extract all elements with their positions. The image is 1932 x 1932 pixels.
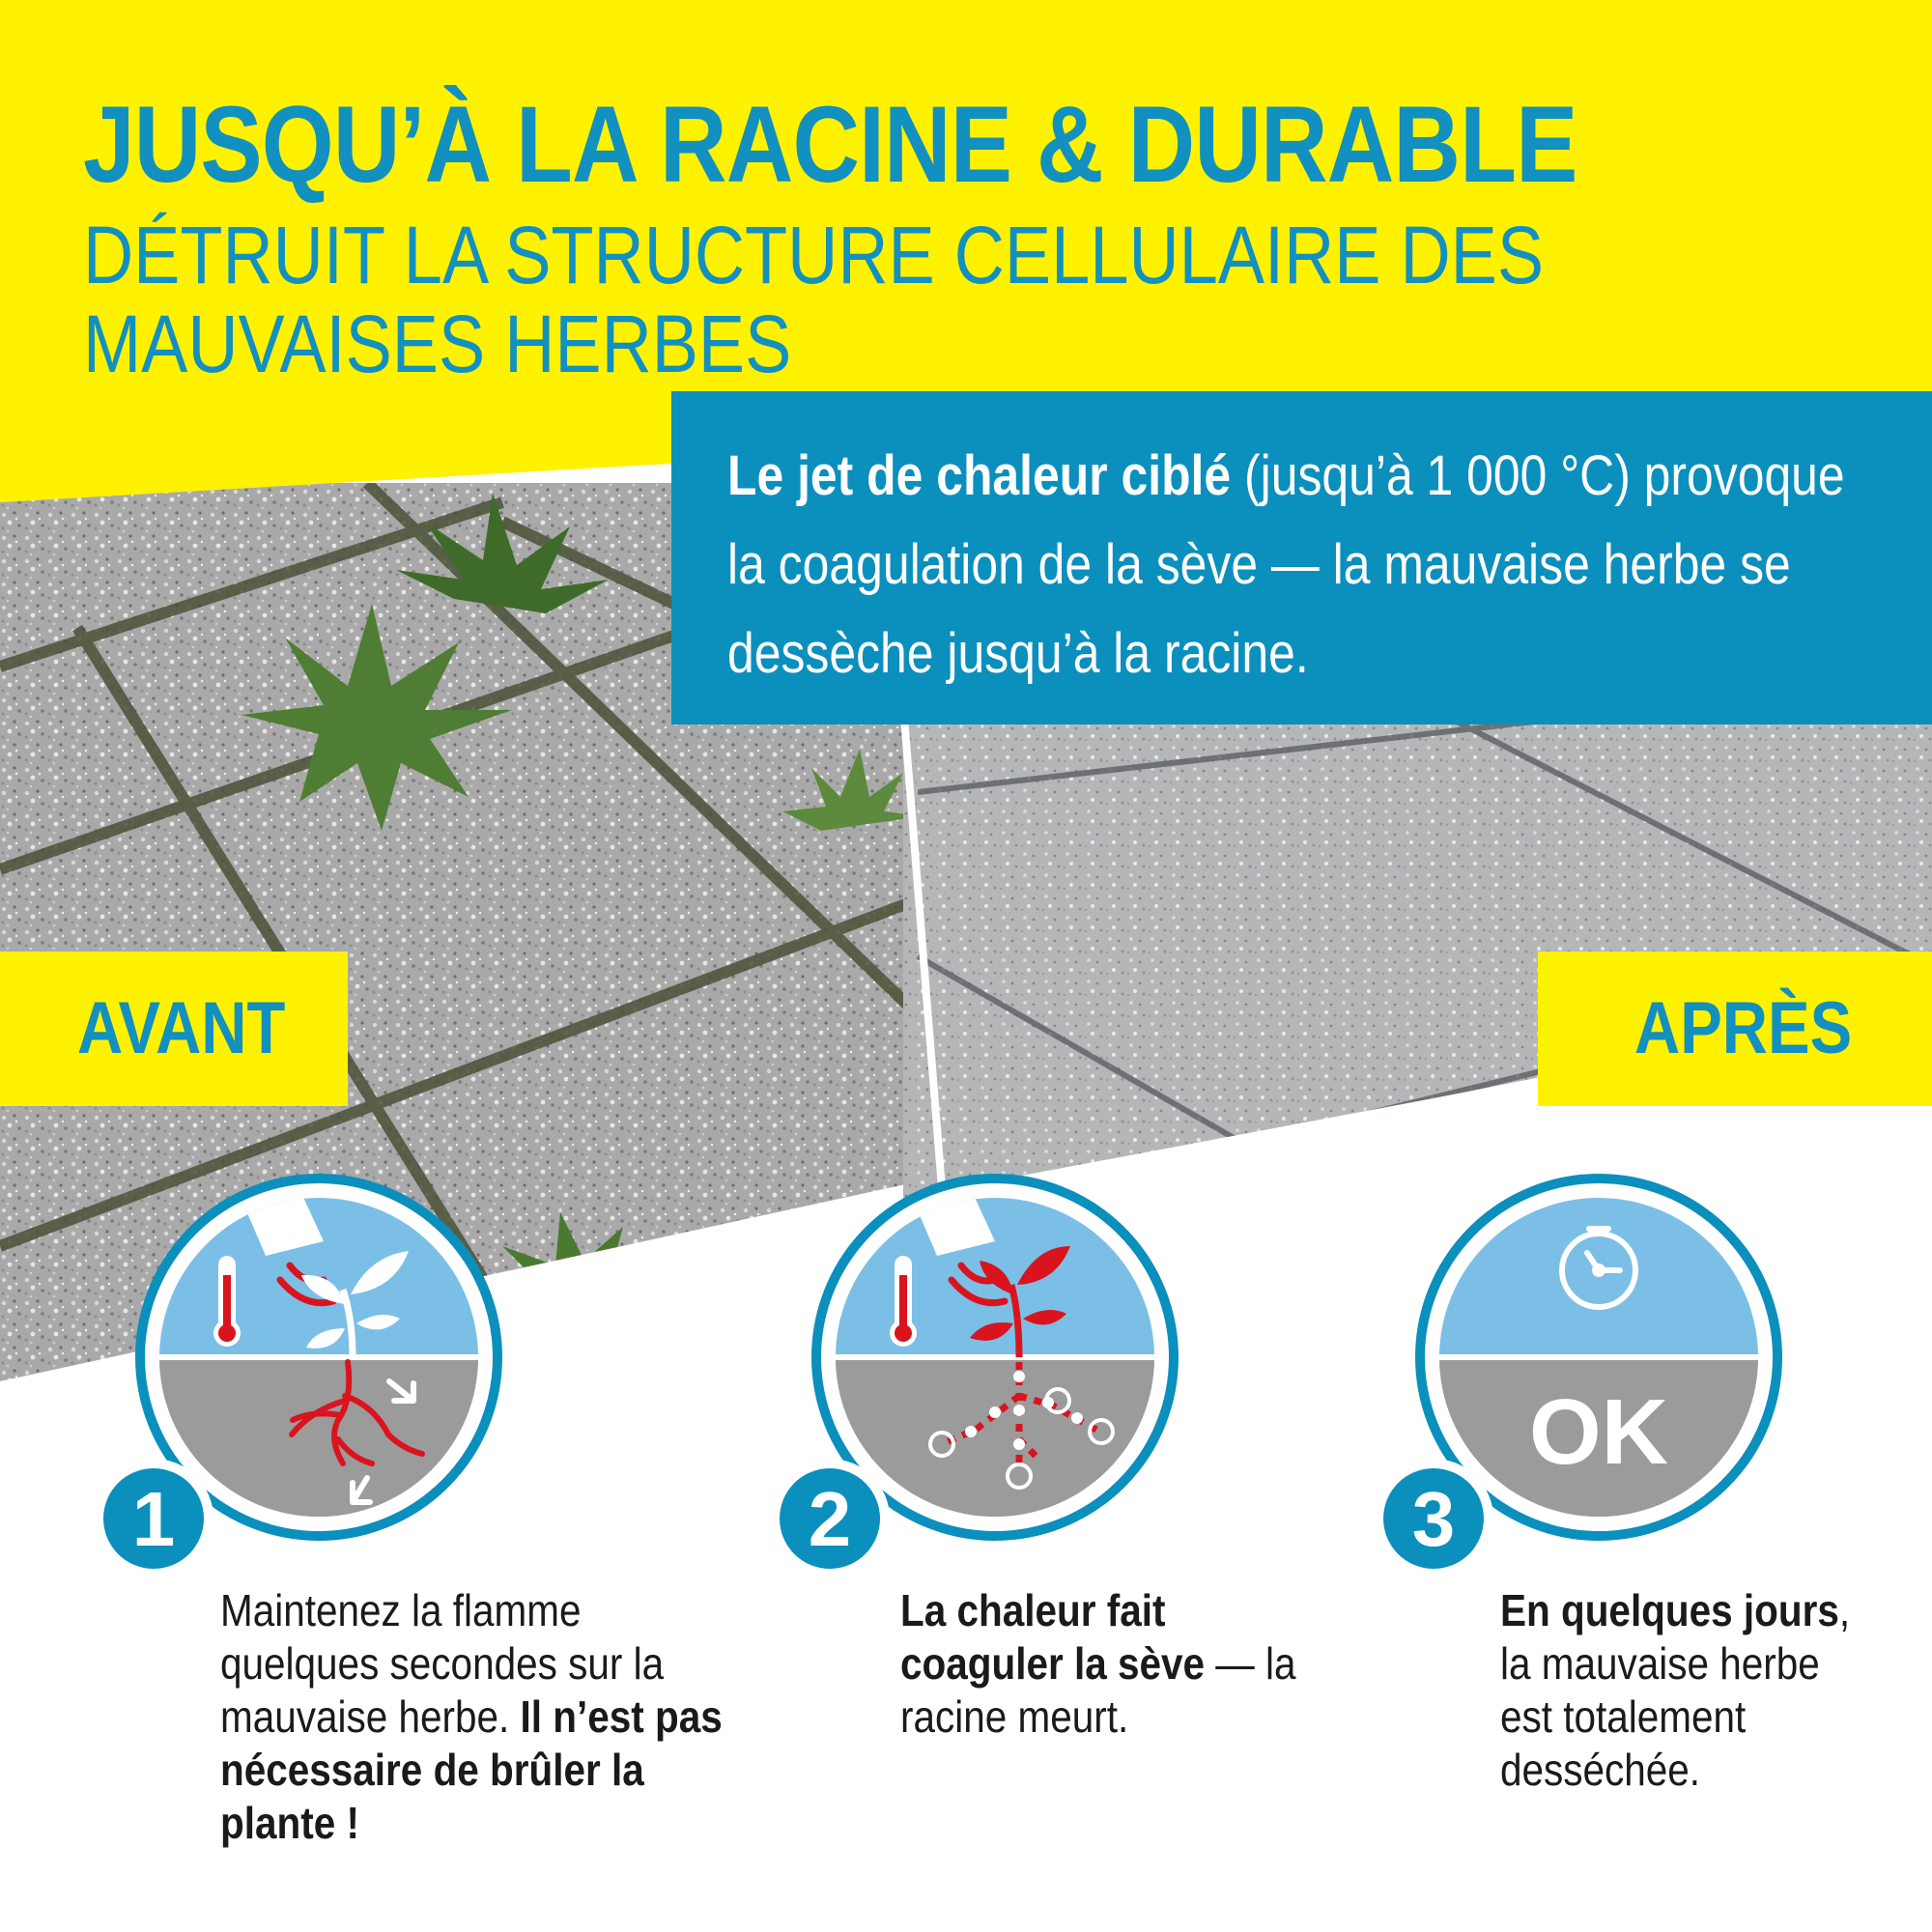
step-3-text-plain: , la mauvaise herbe est totalement desséchée.	[1500, 1585, 1851, 1795]
step-2-illustration	[768, 1159, 1193, 1584]
page-title: JUSQU’À LA RACINE & DURABLE	[83, 84, 1577, 205]
step-1-illustration	[92, 1159, 517, 1584]
info-text	[727, 432, 1858, 698]
step-2-text-bold: La chaleur fait coaguler la sève	[900, 1585, 1206, 1689]
info-text-rest: (jusqu’à 1 000 °C) provoque la coagulation de la sève — la mauvaise herbe se dessèche jusqu’à la racine.	[727, 444, 1845, 685]
step-3-illustration	[1372, 1159, 1797, 1584]
step-3-text-bold: En quelques jours	[1500, 1585, 1839, 1635]
after-label	[1538, 952, 1932, 1106]
step-1-text-plain: Maintenez la flamme quelques secondes sur la mauvaise herbe.	[220, 1585, 665, 1742]
step-1-text-bold: Il n’est pas nécessaire de brûler la plante !	[220, 1691, 723, 1848]
info-box	[671, 391, 1932, 724]
after-label-text: APRÈS	[1634, 987, 1853, 1069]
before-label-text: AVANT	[77, 987, 286, 1069]
step-1-number: 1	[131, 1476, 176, 1562]
info-text-bold: Le jet de chaleur ciblé	[727, 444, 1232, 507]
page-subtitle: DÉTRUIT LA STRUCTURE CELLULAIRE DES MAUVAISES HERBES	[83, 210, 1545, 389]
before-label	[0, 952, 348, 1106]
step-3-number: 3	[1411, 1476, 1456, 1562]
step-2-text-plain: — la racine meurt.	[900, 1638, 1296, 1742]
step-2-text	[900, 1584, 1325, 1744]
step-2-number: 2	[808, 1476, 852, 1562]
step-1-text	[220, 1584, 739, 1850]
step-3-text	[1500, 1584, 1874, 1797]
ok-label: OK	[1529, 1380, 1668, 1484]
